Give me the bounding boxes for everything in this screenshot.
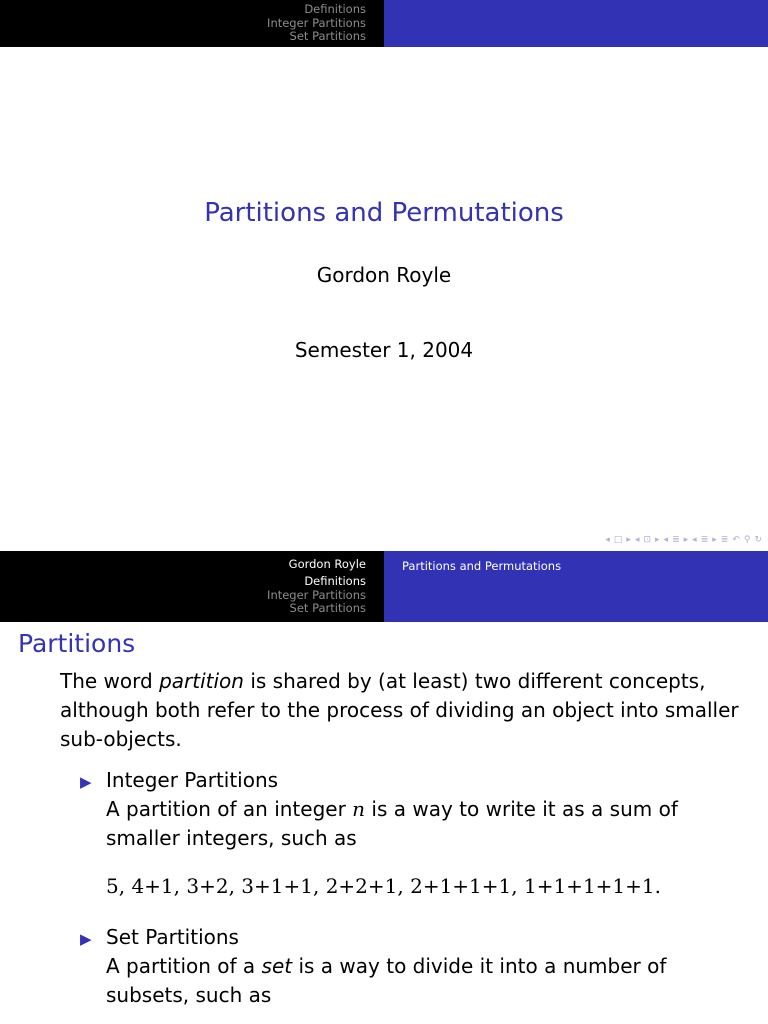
nav-section-integer-partitions-2[interactable]: Integer Partitions [267, 587, 366, 602]
nav-back-icon[interactable]: ↶ [732, 535, 740, 545]
bullet-body-start: A partition of an integer [106, 797, 353, 821]
beamer-navigation-bar [605, 535, 762, 545]
intro-text-start: The word [60, 669, 160, 693]
bullet-body-start: A partition of a [106, 954, 262, 978]
bullet-body [106, 795, 736, 853]
nav-prev-frame-icon[interactable]: ◂ [634, 535, 640, 545]
presentation-author: Gordon Royle [316, 263, 452, 287]
nav-section-integer-partitions[interactable]: Integer Partitions [267, 15, 366, 30]
frame-title: Partitions [18, 629, 136, 658]
bullet-triangle-icon: ▶ [80, 773, 92, 791]
nav-prev-subsection-icon[interactable]: ◂ [663, 535, 669, 545]
nav-next-frame-icon[interactable]: ▸ [655, 535, 660, 545]
nav-next-section-icon[interactable]: ▸ [712, 535, 717, 545]
intro-emphasis: partition [159, 669, 244, 693]
nav-next-slide-icon[interactable]: ▸ [626, 535, 631, 545]
headline-title-bar [384, 0, 768, 47]
bullet-body-end: is a way to divide it into a number of subsets, such as [106, 954, 667, 1007]
headline-title-bar-2 [384, 551, 768, 622]
bullet-heading: Integer Partitions [106, 768, 279, 792]
slide1-headline [0, 0, 768, 47]
headline-presentation-title: Partitions and Permutations [402, 559, 562, 573]
bullet-set-partitions [106, 923, 736, 1010]
nav-next-subsection-icon[interactable]: ▸ [683, 535, 689, 545]
nav-slide-icon[interactable]: □ [613, 535, 623, 545]
nav-prev-section-icon[interactable]: ◂ [692, 535, 697, 545]
intro-paragraph [60, 667, 740, 754]
bullet-integer-partitions [106, 766, 736, 853]
nav-forward-icon[interactable]: ↻ [754, 535, 762, 545]
nav-document-icon[interactable]: ≣ [720, 535, 729, 545]
section-nav-2 [0, 551, 384, 622]
nav-prev-slide-icon[interactable]: ◂ [605, 535, 610, 545]
bullet-body [106, 952, 736, 1010]
nav-frame-icon[interactable]: ⊡ [643, 535, 652, 545]
nav-section-set-partitions[interactable]: Set Partitions [289, 29, 366, 44]
nav-subsection-icon[interactable]: ≣ [672, 535, 680, 545]
nav-section-icon[interactable]: ≣ [700, 535, 709, 545]
bullet-emphasis: set [261, 954, 293, 978]
section-nav [0, 0, 384, 47]
presentation-title: Partitions and Permutations [204, 198, 564, 228]
nav-section-definitions[interactable]: Definitions [304, 2, 366, 17]
bullet-body-end: is a way to write it as a sum of smaller integers, such as [106, 797, 678, 850]
nav-section-definitions-active[interactable]: Definitions [304, 574, 366, 588]
intro-text-end: is shared by (at least) two different concepts, although both refer to the process of dividing an object into smaller sub-objects. [60, 669, 739, 751]
headline-author: Gordon Royle [288, 556, 366, 571]
nav-section-set-partitions-2[interactable]: Set Partitions [289, 601, 366, 615]
nav-search-icon[interactable]: ⚲ [743, 535, 751, 545]
math-variable: n [352, 797, 366, 821]
slide2-headline [0, 551, 768, 622]
partition-example-line: 5, 4+1, 3+2, 3+1+1, 2+2+1, 2+1+1+1, 1+1+1+1+1. [106, 874, 661, 898]
bullet-heading: Set Partitions [106, 925, 239, 949]
presentation-date: Semester 1, 2004 [294, 338, 474, 362]
bullet-triangle-icon: ▶ [80, 930, 92, 948]
